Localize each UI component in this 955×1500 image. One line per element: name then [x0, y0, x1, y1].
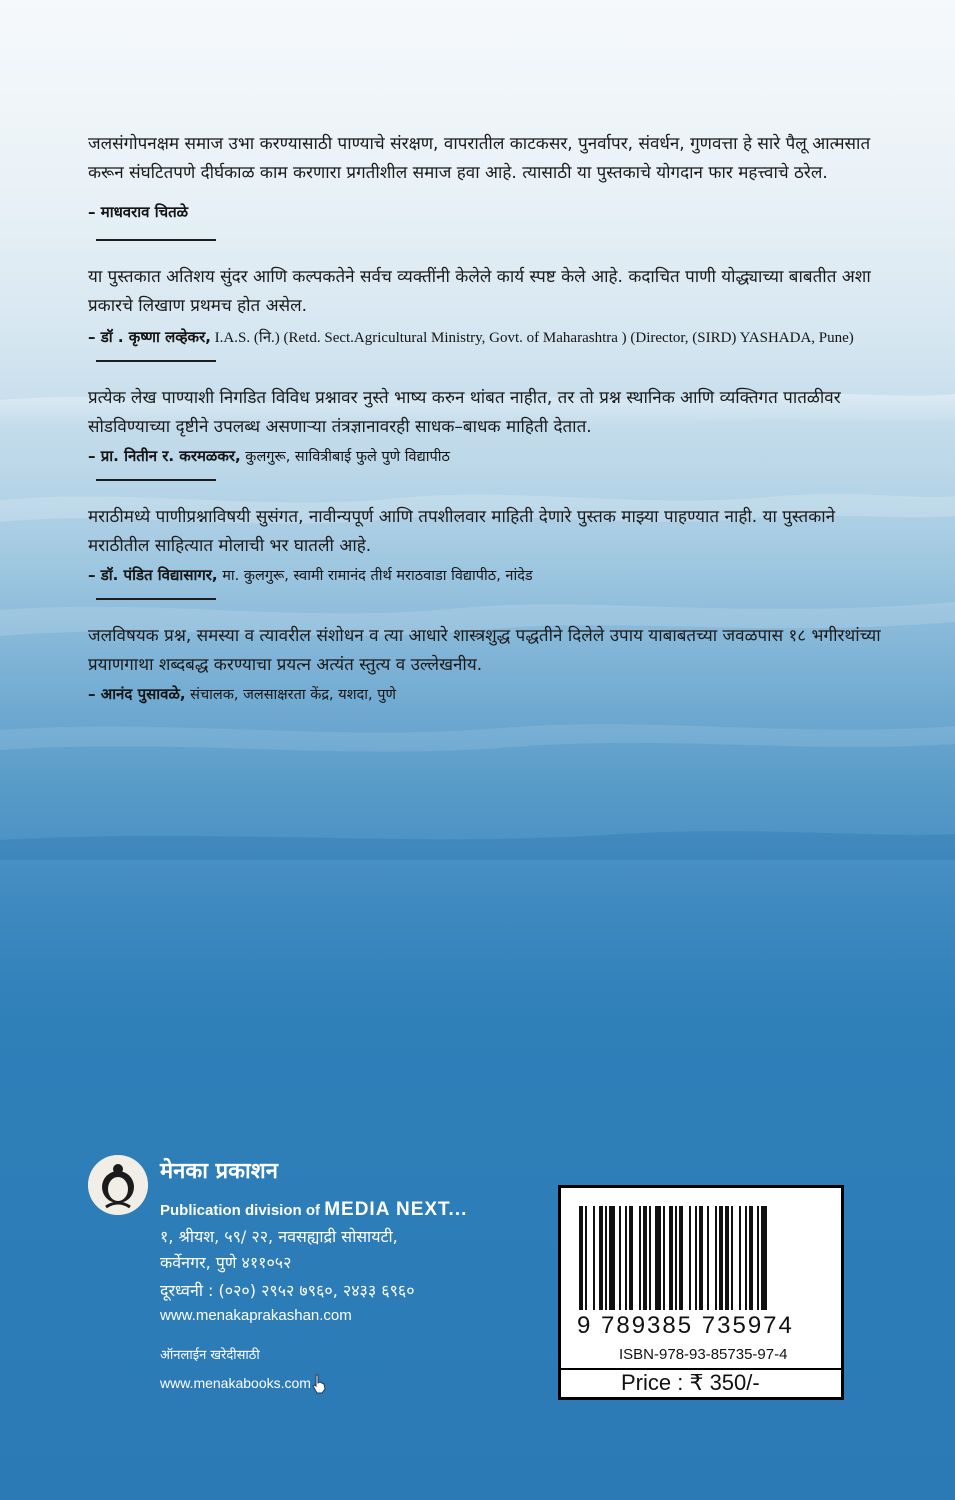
barcode-bar [669, 1206, 673, 1310]
publisher-address-line-1: १, श्रीयश, ५९/ २२, नवसह्याद्री सोसायटी, [160, 1227, 398, 1246]
barcode-bar [663, 1206, 665, 1310]
separator-line [96, 598, 216, 600]
barcode-bar [629, 1206, 633, 1310]
author-role: संचालक, जलसाक्षरता केंद्र, यशदा, पुणे [185, 687, 396, 703]
barcode-bar [689, 1206, 691, 1310]
barcode-bar [643, 1206, 647, 1310]
barcode-bar [739, 1206, 741, 1310]
author-name: – डॉ. पंडित विद्यासागर, [88, 566, 218, 584]
barcode-bar [579, 1206, 583, 1310]
barcode-bar [745, 1206, 747, 1310]
barcode-panel [558, 1185, 844, 1400]
endorsement-author [88, 563, 888, 588]
barcode-bar [655, 1206, 661, 1310]
barcode-bar [605, 1206, 607, 1310]
endorsement-author [88, 325, 888, 350]
barcode-bar [749, 1206, 753, 1310]
barcode-bar [593, 1206, 595, 1310]
barcode-bar [609, 1206, 615, 1310]
barcode-bar [707, 1206, 709, 1310]
author-role: I.A.S. (नि.) (Retd. Sect.Agricultural Ministry, Govt. of Maharashtra ) (Director, (SIRD) YASHADA, Pune) [210, 330, 854, 346]
endorsements [88, 130, 888, 707]
barcode-bar [675, 1206, 677, 1310]
author-name: – आनंद पुसावळे, [88, 685, 186, 703]
endorsement-2 [88, 263, 888, 362]
publisher-name: मेनका प्रकाशन [160, 1159, 278, 1184]
endorsement-text: प्रत्येक लेख पाण्याशी निगडित विविध प्रश्नावर नुस्ते भाष्य करुन थांबत नाहीत, तर तो प्रश्न स्थानिक आणि व्यक्तिगत पातळीवर सोडविण्याच्या दृष्टीने उपलब्ध असणाऱ्या तंत्रज्ञानावरही साधक–बाधक माहिती देतात. [88, 388, 841, 437]
publisher-phone: दूरध्वनी : (०२०) २९५२ ७९६०, २४३३ ६९६० [160, 1281, 415, 1300]
separator-line [96, 239, 216, 241]
barcode-bar [725, 1206, 729, 1310]
media-next-brand: MEDIA NEXT... [324, 1199, 468, 1220]
online-purchase-label: ऑनलाईन खरेदीसाठी [160, 1348, 260, 1363]
barcode-bar [625, 1206, 627, 1310]
barcode-bar [639, 1206, 641, 1310]
barcode-bar [695, 1206, 697, 1310]
price-label: Price : ₹ 350/- [621, 1370, 760, 1395]
endorsement-text: जलसंगोपनक्षम समाज उभा करण्यासाठी पाण्याचे संरक्षण, वापरातील काटकसर, पुनर्वापर, संवर्धन, गुणवत्ता हे सारे पैलू आत्मसात करून संघटितपणे दीर्घकाळ काम करणारा प्रगतीशील समाज हवा आहे. त्यासाठी या पुस्तकाचे योगदान फार महत्त्वाचे ठरेल. [88, 134, 871, 183]
author-name: – माधवराव चितळे [88, 203, 189, 221]
separator-line [96, 479, 216, 481]
endorsement-author [88, 200, 888, 225]
endorsement-text: मराठीमध्ये पाणीप्रश्नाविषयी सुसंगत, नावीन्यपूर्ण आणि तपशीलवार माहिती देणारे पुस्तक माझ्या पाहण्यात नाही. या पुस्तकाने मराठीतील साहित्यात मोलाची भर घातली आहे. [88, 507, 836, 556]
endorsement-text: जलविषयक प्रश्न, समस्या व त्यावरील संशोधन व त्या आधारे शास्त्रशुद्ध पद्धतीने दिलेले उपाय याबाबतच्या जवळपास १८ भगीरथांच्या प्रयाणगाथा शब्दबद्ध करण्याचा प्रयत्न अत्यंत स्तुत्य व उल्लेखनीय. [88, 626, 881, 675]
barcode-bar [649, 1206, 651, 1310]
publisher-division [160, 1199, 467, 1221]
price-row [561, 1368, 841, 1399]
endorsement-3 [88, 384, 888, 481]
online-store-link[interactable]: www.menakabooks.com [160, 1375, 311, 1391]
author-role: कुलगुरू, सावित्रीबाई फुले पुणे विद्यापीठ [240, 449, 450, 465]
barcode-bar [679, 1206, 683, 1310]
barcode-bar [731, 1206, 733, 1310]
endorsement-author [88, 682, 888, 707]
endorsement-text: या पुस्तकात अतिशय सुंदर आणि कल्पकतेने सर्वच व्यक्तींनी केलेले कार्य स्पष्ट केले आहे. कदाचित पाणी योद्ध्याच्या बाबतीत अशा प्रकारचे लिखाण प्रथमच होत असेल. [88, 267, 871, 316]
barcode-bar [719, 1206, 723, 1310]
barcode-bar [761, 1206, 767, 1310]
endorsement-5 [88, 622, 888, 707]
barcode-bar [699, 1206, 703, 1310]
pointer-hand-icon [312, 1374, 326, 1394]
isbn-number: ISBN-978-93-85735-97-4 [619, 1346, 788, 1363]
barcode-bar [715, 1206, 717, 1310]
separator-line [96, 360, 216, 362]
barcode-bar [585, 1206, 587, 1310]
publisher-logo-icon [88, 1155, 148, 1215]
author-name: – प्रा. नितीन र. करमळकर, [88, 447, 241, 465]
publisher-website-link[interactable]: www.menakaprakashan.com [160, 1307, 352, 1324]
barcode-digits: 9 789385 735974 [577, 1312, 794, 1339]
barcode-bar [599, 1206, 603, 1310]
author-role: मा. कुलगुरू, स्वामी रामानंद तीर्थ मराठवाडा विद्यापीठ, नांदेड [217, 568, 533, 584]
division-prefix: Publication division of [160, 1202, 325, 1219]
publisher-address-line-2: कर्वेनगर, पुणे ४११०५२ [160, 1253, 292, 1272]
endorsement-author [88, 444, 888, 469]
author-name: – डॉ . कृष्णा लव्हेकर, [88, 328, 211, 346]
endorsement-4 [88, 503, 888, 600]
barcode-bar [757, 1206, 759, 1310]
barcode-image [577, 1206, 825, 1310]
endorsement-1 [88, 130, 888, 241]
barcode-bar [619, 1206, 621, 1310]
